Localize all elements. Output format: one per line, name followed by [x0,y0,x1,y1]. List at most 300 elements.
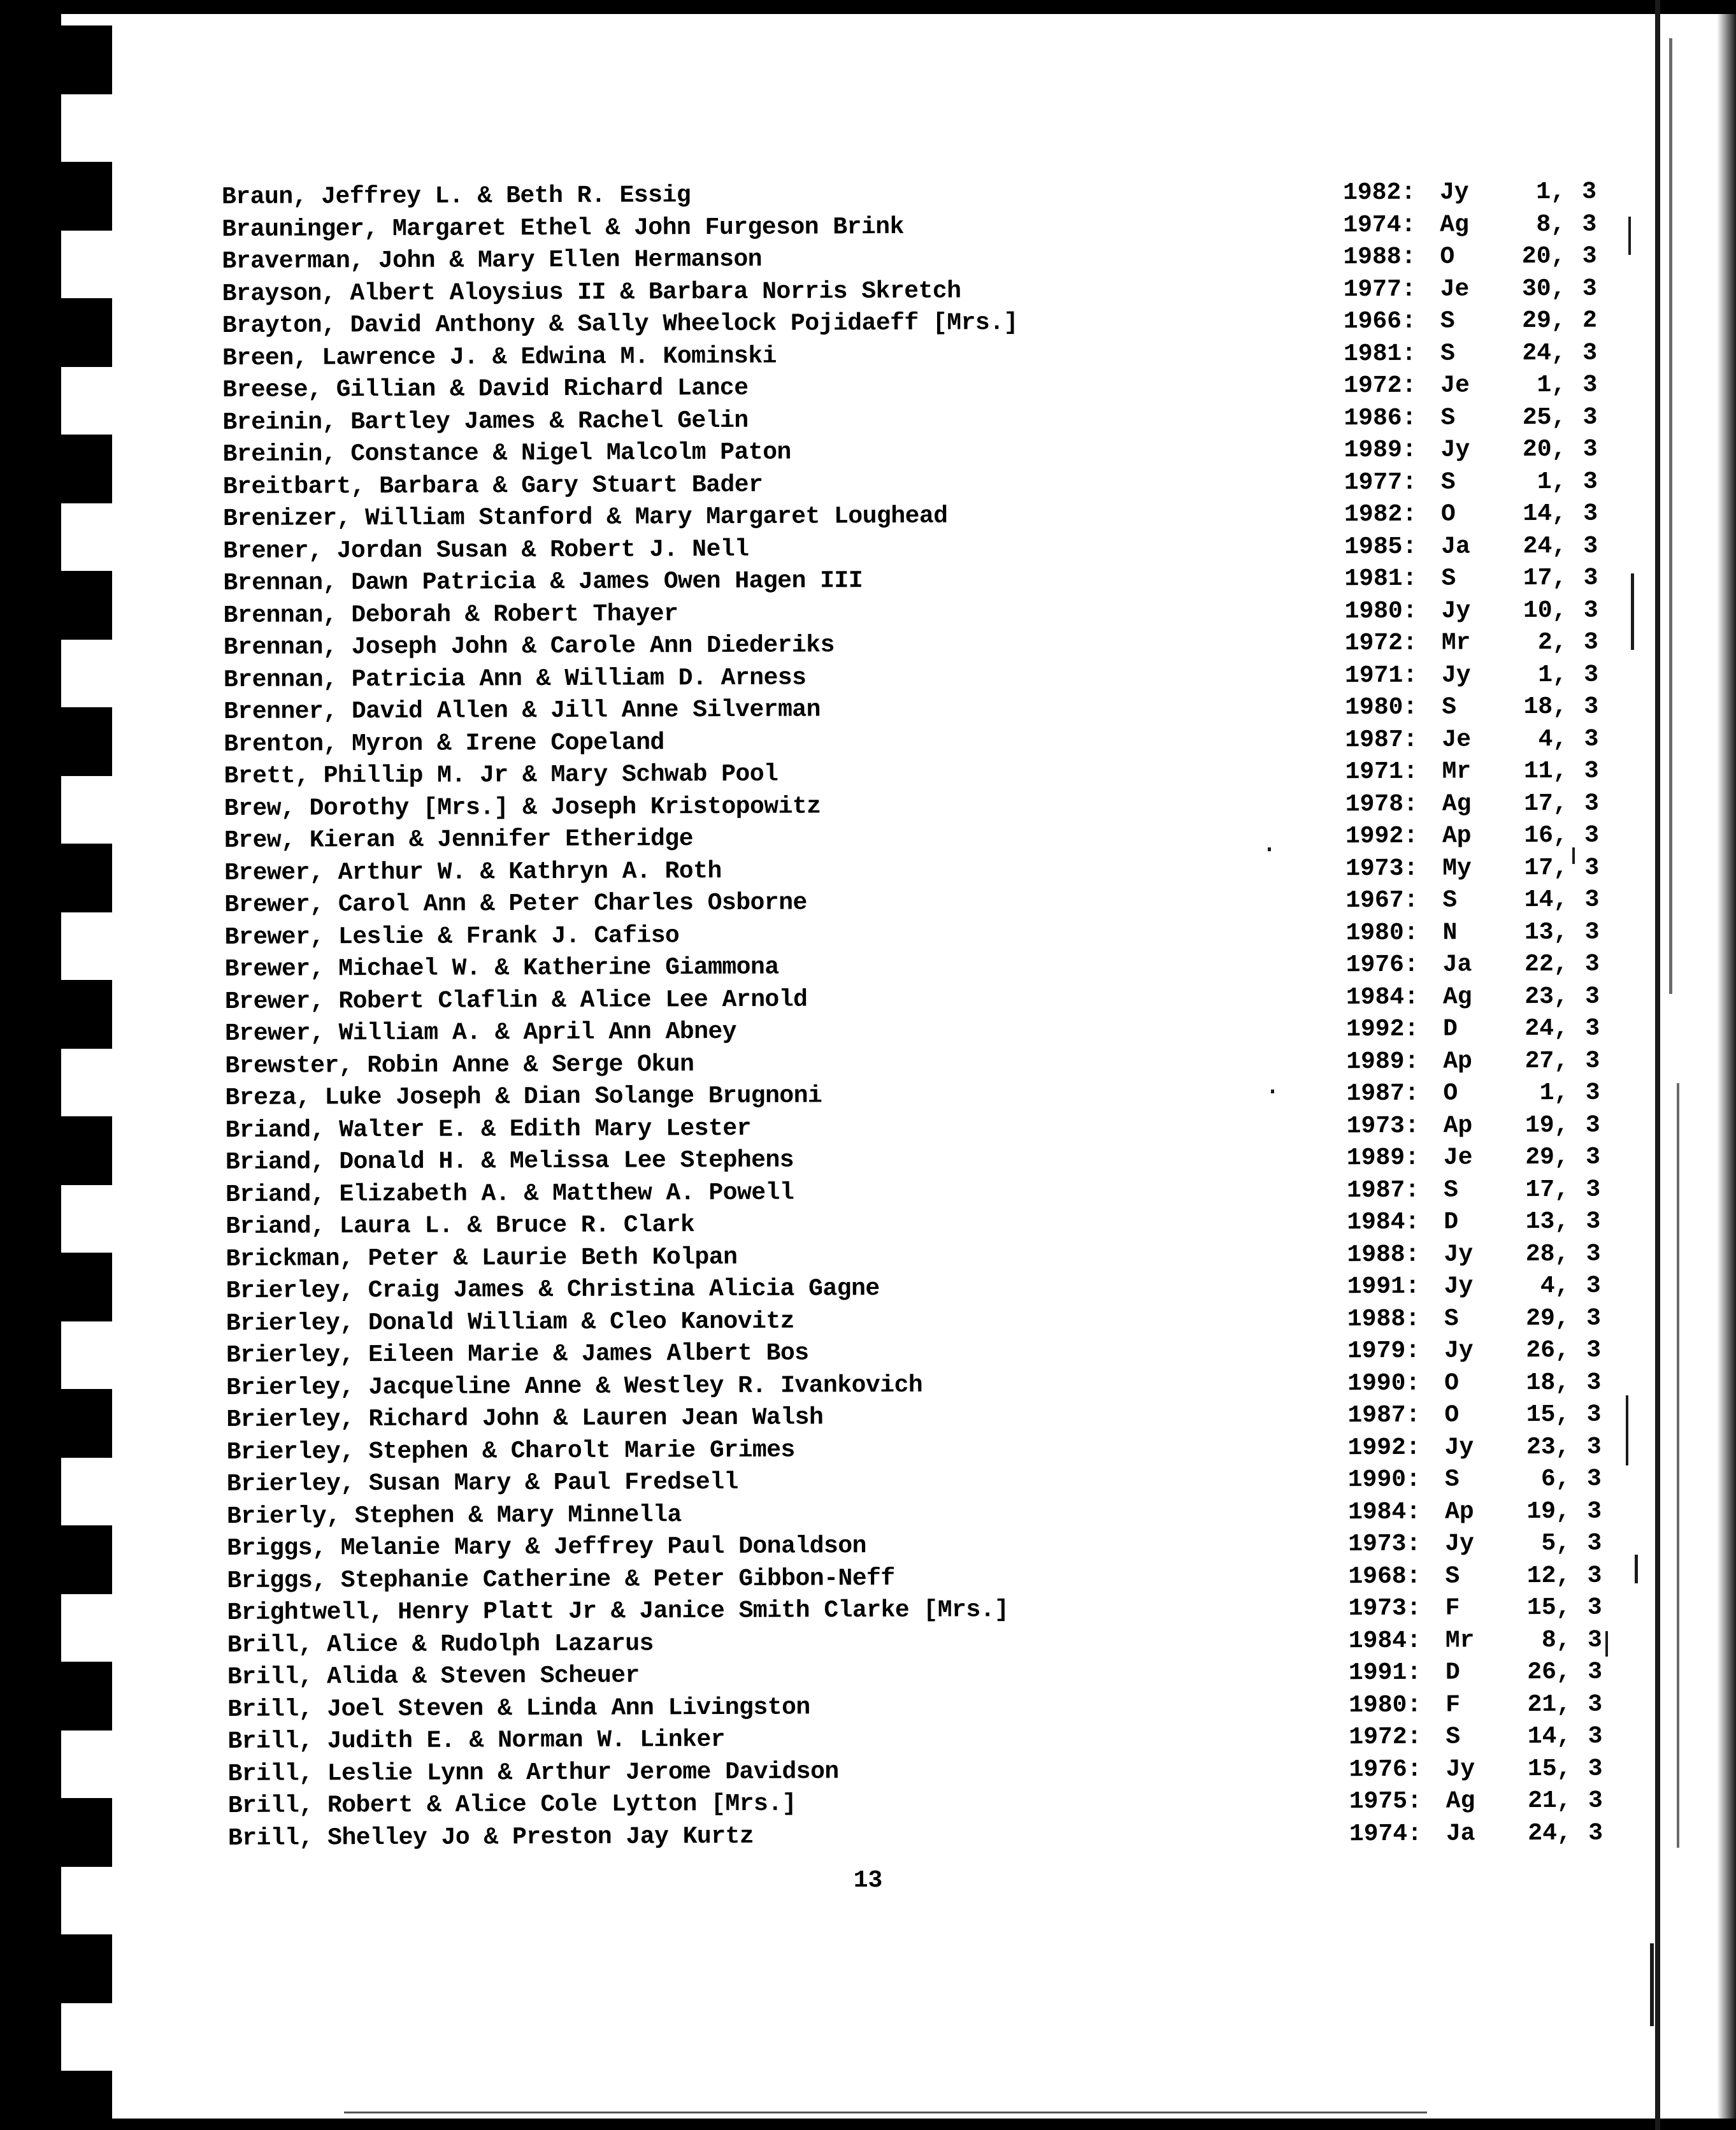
entry-date [1344,498,1598,531]
entry-code: 3 [1586,1176,1601,1204]
entry-month: Mr [1445,1626,1475,1655]
entry-day: 14 [1527,1722,1557,1751]
entry-month: S [1440,340,1455,368]
entry-name: Brill, Alida & Steven Scheuer [227,1662,640,1691]
entry-code: 3 [1585,1047,1600,1075]
entry-month: D [1443,1015,1458,1043]
entry-name: Brener, Jordan Susan & Robert J. Nell [223,535,749,565]
entry-comma: , [1556,1562,1571,1590]
index-entry-row [227,1592,1616,1630]
entry-name: Brayson, Albert Aloysius II & Barbara Norris Skretch [222,277,961,308]
entry-day: 24 [1523,532,1553,560]
entry-month: S [1445,1562,1460,1590]
entry-day: 20 [1522,435,1552,464]
entry-name: Brauninger, Margaret Ethel & John Furgeson Brink [222,213,904,243]
comb-hole-notch [80,2013,89,2020]
entry-year: 1980: [1349,1691,1422,1719]
entry-year: 1972: [1344,629,1417,658]
index-entry-row [222,176,1610,214]
entry-comma: , [1554,1143,1569,1171]
entry-code: 3 [1588,1787,1603,1815]
entry-date [1346,1045,1600,1078]
entry-day: 16 [1524,821,1554,850]
entry-year: 1988: [1347,1305,1420,1333]
entry-code: 3 [1586,1272,1601,1300]
entry-day: 11 [1523,757,1553,786]
entry-date [1349,1817,1603,1850]
entry-date [1344,337,1597,370]
entry-comma: , [1552,628,1567,656]
entry-name: Braverman, John & Mary Ellen Hermanson [222,245,763,275]
entry-date [1344,273,1597,306]
entry-comma: , [1553,693,1568,721]
entry-date [1345,691,1598,724]
comb-hole-notch [80,1741,89,1747]
entry-name: Brierley, Craig James & Christina Alicia Gagne [226,1275,880,1305]
index-entry-row [225,981,1614,1018]
entry-year: 1977: [1344,468,1417,496]
scan-edge-top [0,0,1736,14]
entry-year: 1989: [1346,1047,1419,1076]
comb-tooth [38,435,112,503]
entry-day: 22 [1524,950,1554,979]
entry-comma: , [1552,564,1567,592]
entry-year: 1984: [1348,1627,1421,1655]
index-entry-row [227,1560,1616,1597]
entry-comma: , [1551,371,1567,399]
comb-hole-notch [80,1195,89,1202]
entry-year: 1979: [1347,1337,1421,1365]
entry-year: 1989: [1344,436,1417,464]
entry-year: 1987: [1345,726,1418,754]
entry-name: Brierley, Richard John & Lauren Jean Walsh [226,1404,824,1434]
entry-code: 3 [1583,564,1598,592]
entry-code: 3 [1588,1819,1603,1847]
comb-hole-notch [80,1059,89,1065]
entry-year: 1992: [1347,1434,1421,1462]
entry-day: 1 [1539,1079,1554,1107]
entry-date [1349,1688,1602,1722]
entry-day: 19 [1525,1111,1554,1139]
entry-name: Brewer, Michael W. & Katherine Giammona [224,953,779,983]
entry-year: 1966: [1343,307,1416,336]
index-entry-row [222,241,1610,278]
entry-month: O [1444,1401,1460,1429]
entry-code: 3 [1582,242,1597,270]
entry-comma: , [1551,500,1567,528]
entry-comma: , [1553,757,1568,785]
entry-year: 1989: [1346,1144,1420,1172]
entry-month: S [1440,404,1456,432]
index-entry-row [224,659,1612,696]
entry-comma: , [1555,1433,1570,1461]
scan-speck [1626,1395,1628,1465]
index-entry-row [224,916,1613,954]
entry-code: 3 [1584,693,1599,721]
entry-code: 2 [1582,306,1597,335]
entry-code: 3 [1586,1240,1601,1268]
scan-edge-right [1717,0,1736,2130]
entry-month: Ap [1444,1497,1474,1526]
index-entry-row [225,949,1614,986]
entry-name: Brew, Kieran & Jennifer Etheridge [224,825,694,854]
entry-month: Mr [1441,629,1471,657]
index-entry-row [222,370,1611,407]
index-entry-row [222,208,1610,246]
entry-day: 26 [1526,1336,1556,1365]
entry-day: 29 [1522,306,1551,335]
entry-name: Brightwell, Henry Platt Jr & Janice Smith Clarke [Mrs.] [227,1596,1009,1627]
entry-comma: , [1555,1400,1570,1428]
entry-month: Ag [1440,210,1469,239]
index-entry-row [224,788,1613,825]
entry-comma: , [1554,1336,1570,1364]
entry-date [1344,370,1597,403]
entry-comma: , [1553,982,1568,1011]
entry-comma: , [1551,242,1566,270]
index-entry-row [226,1270,1615,1308]
index-entry-row [224,723,1612,761]
entry-code: 3 [1586,1465,1602,1493]
entry-year: 1976: [1349,1755,1422,1783]
entry-year: 1988: [1347,1241,1420,1269]
comb-hole-notch [80,514,89,520]
entry-date [1349,1624,1602,1657]
entry-month: Mr [1442,758,1472,786]
comb-hole [93,2008,106,2025]
entry-comma: , [1556,1594,1571,1622]
comb-tooth [38,162,112,231]
entry-name: Braun, Jeffrey L. & Beth R. Essig [222,182,691,211]
comb-hole [93,1190,106,1207]
entry-month: D [1444,1208,1459,1236]
index-entry-row [222,337,1611,375]
entry-date [1345,852,1599,885]
entry-date [1349,1592,1602,1625]
entry-code: 3 [1583,532,1598,560]
entry-code: 3 [1585,1079,1600,1107]
entry-date [1344,466,1598,499]
entry-comma: , [1556,1819,1572,1847]
entry-date [1345,594,1598,628]
entry-date [1346,1013,1600,1046]
index-entry-row [228,1785,1617,1823]
entry-day: 4 [1540,1272,1555,1300]
entry-name: Brewer, William A. & April Ann Abney [225,1018,737,1047]
entry-code: 3 [1582,178,1597,206]
entry-comma: , [1555,1369,1570,1397]
entry-name: Brenizer, William Stanford & Mary Margaret Loughead [222,502,948,533]
entry-code: 3 [1586,1207,1601,1235]
scan-speck [1628,217,1631,255]
entry-date [1347,1302,1601,1335]
entry-year: 1991: [1347,1272,1420,1301]
entry-comma: , [1551,435,1567,463]
comb-tooth [38,980,112,1049]
index-entry-row [225,1045,1614,1083]
entry-month: O [1440,243,1455,271]
entry-comma: , [1552,661,1567,689]
index-entry-row [224,756,1612,793]
entry-comma: , [1555,1497,1570,1525]
entry-comma: , [1554,1240,1570,1268]
entry-year: 1987: [1347,1401,1421,1430]
entry-code: 3 [1582,403,1598,431]
entry-comma: , [1554,1176,1569,1204]
index-entry-row [224,820,1613,858]
entry-day: 24 [1522,339,1552,367]
entry-date [1344,563,1598,596]
comb-hole [93,372,106,389]
entry-year: 1985: [1344,533,1417,561]
comb-tooth [38,1116,112,1185]
index-entry-row [226,1206,1614,1244]
entry-code: 3 [1584,757,1599,785]
entry-month: Jy [1445,1755,1475,1783]
entry-year: 1974: [1343,211,1416,239]
entry-comma: , [1555,1465,1570,1493]
entry-month: Jy [1444,1240,1474,1269]
entry-day: 24 [1524,1014,1554,1043]
entry-day: 8 [1536,210,1551,238]
entry-date [1343,241,1596,274]
entry-year: 1971: [1345,758,1418,786]
entry-name: Brierley, Stephen & Charolt Marie Grimes [226,1436,795,1466]
entry-comma: , [1552,596,1567,624]
index-entry-row [222,273,1611,310]
entry-month: Ap [1442,822,1472,850]
comb-hole [93,917,106,934]
index-entry-row [223,563,1612,600]
entry-month: D [1445,1659,1460,1687]
entry-name: Brierley, Susan Mary & Paul Fredsell [226,1468,738,1498]
entry-year: 1981: [1344,565,1417,593]
entry-day: 17 [1524,789,1553,817]
entry-comma: , [1553,886,1568,914]
entry-date [1349,1785,1603,1818]
entry-name: Brayton, David Anthony & Sally Wheelock Pojidaeff [Mrs.] [222,309,1018,340]
index-entry-row [227,1624,1616,1662]
entry-code: 3 [1584,821,1600,849]
entry-day: 10 [1523,596,1553,624]
entry-code: 3 [1582,210,1597,238]
index-entry-row [226,1174,1614,1211]
entry-day: 20 [1521,242,1551,271]
index-entry-row [225,1013,1614,1051]
entry-comma: , [1553,821,1568,849]
entry-year: 1984: [1347,1208,1420,1237]
comb-hole-notch [80,1468,89,1474]
entry-month: F [1445,1691,1461,1719]
entry-day: 13 [1524,918,1554,946]
index-entry-row [222,305,1611,343]
comb-hole-notch [80,104,89,111]
entry-date [1347,1142,1600,1175]
comb-tooth [38,25,112,94]
entry-year: 1971: [1344,661,1418,689]
entry-month: Ag [1442,789,1472,818]
entry-month: Jy [1444,1433,1474,1462]
entry-day: 1 [1537,468,1552,496]
entry-date [1346,949,1600,982]
entry-month: S [1444,1176,1458,1204]
entry-day: 25 [1522,403,1552,431]
entry-day: 1 [1537,371,1552,399]
entry-name: Briand, Walter E. & Edith Mary Lester [225,1114,752,1144]
entry-code: 3 [1584,725,1599,753]
entry-code: 3 [1586,1336,1602,1364]
entry-year: 1992: [1346,1015,1419,1044]
index-entry-row [227,1464,1616,1501]
entry-code: 3 [1584,854,1600,882]
entry-date [1343,208,1596,241]
entry-day: 30 [1521,275,1551,303]
entry-name: Brierly, Stephen & Mary Minnella [226,1500,682,1530]
entry-code: 3 [1588,1722,1603,1750]
entry-name: Brenton, Myron & Irene Copeland [224,728,664,758]
entry-date [1348,1464,1602,1497]
entry-year: 1972: [1344,371,1417,400]
entry-name: Brill, Robert & Alice Cole Lytton [Mrs.] [227,1790,797,1820]
comb-hole-notch [80,377,89,384]
index-entry-row [224,594,1612,632]
entry-name: Briggs, Melanie Mary & Jeffrey Paul Donaldson [227,1532,866,1562]
entry-comma: , [1551,339,1566,367]
entry-name: Brennan, Dawn Patricia & James Owen Hagen III [223,567,863,597]
entry-year: 1988: [1343,243,1416,271]
entry-code: 3 [1584,918,1600,946]
entry-day: 17 [1525,1176,1555,1204]
entry-code: 3 [1586,1400,1602,1428]
entry-day: 5 [1541,1529,1556,1558]
entry-year: 1973: [1348,1594,1421,1623]
entry-code: 3 [1586,1433,1602,1461]
comb-tooth [38,844,112,912]
entry-comma: , [1554,1207,1570,1235]
entry-day: 19 [1526,1497,1556,1525]
entry-code: 3 [1582,339,1598,367]
index-entry-row [226,1367,1615,1404]
entry-code: 3 [1582,435,1598,463]
entry-date [1345,916,1599,949]
entry-comma: , [1551,275,1566,303]
entry-month: O [1443,1079,1458,1107]
entry-day: 13 [1525,1207,1555,1236]
comb-hole-notch [80,1604,89,1611]
entry-name: Brierley, Eileen Marie & James Albert Bos [226,1339,809,1369]
entry-code: 3 [1587,1562,1602,1590]
comb-binding [38,25,115,2109]
page-number: 13 [853,1867,883,1894]
entry-code: 3 [1585,982,1600,1011]
entry-year: 1982: [1342,178,1416,207]
entry-date [1345,884,1599,917]
comb-hole [93,645,106,661]
index-entry-row [228,1753,1617,1790]
scan-streak [1655,0,1660,2130]
entry-year: 1984: [1345,983,1419,1011]
entry-year: 1992: [1345,822,1419,851]
entry-comma: , [1554,1304,1570,1332]
entry-date [1349,1657,1602,1690]
entry-name: Brenner, David Allen & Jill Anne Silverman [224,696,821,726]
entry-code: 3 [1586,1369,1602,1397]
entry-comma: , [1554,1111,1569,1139]
entry-month: Jy [1445,1530,1474,1558]
index-entry-row [226,1302,1615,1340]
index-entry-row [224,884,1613,922]
comb-hole-notch [80,923,89,929]
entry-day: 14 [1524,886,1554,914]
entry-date [1345,820,1599,853]
entry-code: 3 [1587,1497,1602,1525]
entry-name: Brill, Leslie Lynn & Arthur Jerome Davidson [227,1757,839,1788]
entry-month: Jy [1440,436,1470,464]
entry-comma: , [1556,1626,1571,1654]
entry-name: Briand, Elizabeth A. & Matthew A. Powell [226,1179,794,1209]
entry-day: 14 [1523,500,1553,528]
scan-edge-bottom [0,2119,1736,2130]
comb-hole [93,236,106,252]
entry-date [1349,1721,1602,1754]
entry-date [1347,1270,1601,1304]
entry-year: 1976: [1345,951,1419,979]
entry-month: Je [1443,1144,1473,1172]
entry-day: 2 [1537,628,1553,657]
entry-date [1347,1335,1601,1368]
entry-date [1347,1238,1600,1271]
index-entry-row [227,1721,1616,1759]
entry-code: 3 [1588,1658,1603,1686]
entry-code: 3 [1586,1143,1600,1171]
entry-name: Brill, Joel Steven & Linda Ann Livingston [227,1693,810,1723]
index-listing [222,176,1617,1855]
entry-day: 23 [1526,1433,1556,1461]
entry-comma: , [1553,918,1568,946]
entry-name: Brill, Shelley Jo & Preston Jay Kurtz [227,1822,754,1852]
entry-name: Brennan, Joseph John & Carole Ann Diederiks [223,631,835,661]
entry-day: 27 [1524,1047,1554,1075]
comb-hole-notch [80,1332,89,1338]
entry-month: Jy [1441,596,1471,625]
entry-name: Briand, Laura L. & Bruce R. Clark [226,1211,695,1241]
entry-name: Brett, Phillip M. Jr & Mary Schwab Pool [224,760,778,790]
entry-comma: , [1554,1047,1569,1075]
entry-date [1345,627,1598,660]
index-entry-row [226,1238,1614,1276]
scan-streak [1669,38,1672,994]
entry-date [1344,434,1598,467]
comb-hole [93,1736,106,1752]
entry-year: 1987: [1346,1079,1419,1108]
entry-year: 1972: [1349,1723,1422,1752]
comb-tooth [38,1253,112,1321]
entry-comma: , [1551,468,1567,496]
entry-comma: , [1551,403,1567,431]
entry-year: 1978: [1345,790,1418,818]
entry-comma: , [1553,950,1568,978]
entry-date [1347,1109,1600,1142]
entry-date [1346,1077,1600,1111]
entry-month: Ag [1445,1787,1475,1815]
entry-code: 3 [1584,789,1599,817]
entry-comma: , [1556,1658,1571,1686]
entry-code: 3 [1584,661,1599,689]
entry-month: S [1440,307,1455,335]
entry-month: O [1440,500,1456,528]
entry-name: Breen, Lawrence J. & Edwina M. Kominski [222,342,777,372]
entry-month: Ap [1443,1047,1473,1076]
